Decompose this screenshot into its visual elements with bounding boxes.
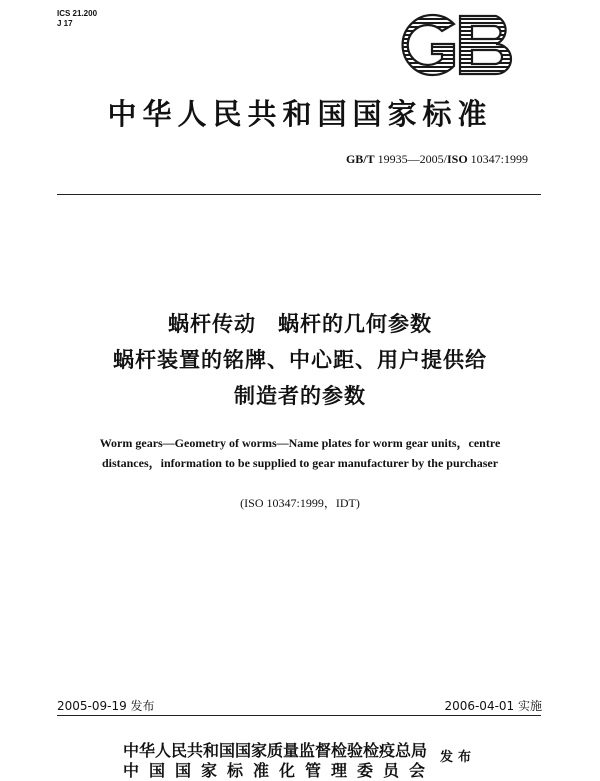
implement-date: 2006-04-01 实施 [444,699,542,713]
standard-number-iso-prefix: ISO [446,152,468,166]
standard-number-main: 19935—2005/ [374,152,447,166]
gb-logo [392,10,524,80]
title-cn-line-2: 蜗杆装置的铭牌、中心距、用户提供给 [113,348,487,372]
standard-number-prefix: GB/T [345,152,375,166]
standard-number [346,152,528,167]
standard-category-title: 中华人民共和国国家标准 [107,97,493,131]
title-cn-line-1: 蜗杆传动 蜗杆的几何参数 [168,312,432,336]
issue-label: 发布 [440,750,477,765]
issuer-1: 中华人民共和国国家质量监督检验检疫总局 [123,741,428,760]
title-en-line-1: Worm gears—Geometry of worms—Name plates for worm gear units，centre [99,436,501,450]
ccs-code: J 17 [57,19,73,28]
classification-codes [57,9,97,29]
iso-reference: (ISO 10347:1999，IDT) [240,496,360,510]
bottom-divider [57,715,541,716]
ics-code: ICS 21.200 [57,9,98,18]
publish-date: 2005-09-19 发布 [57,699,155,713]
title-cn-line-3: 制造者的参数 [234,384,366,408]
standard-number-iso: 10347:1999 [467,152,528,166]
top-divider [57,194,541,195]
issuer-2: 中国国家标准化管理委员会 [123,761,436,780]
title-en-line-2: distances，information to be supplied to gear manufacturer by the purchaser [101,456,499,470]
